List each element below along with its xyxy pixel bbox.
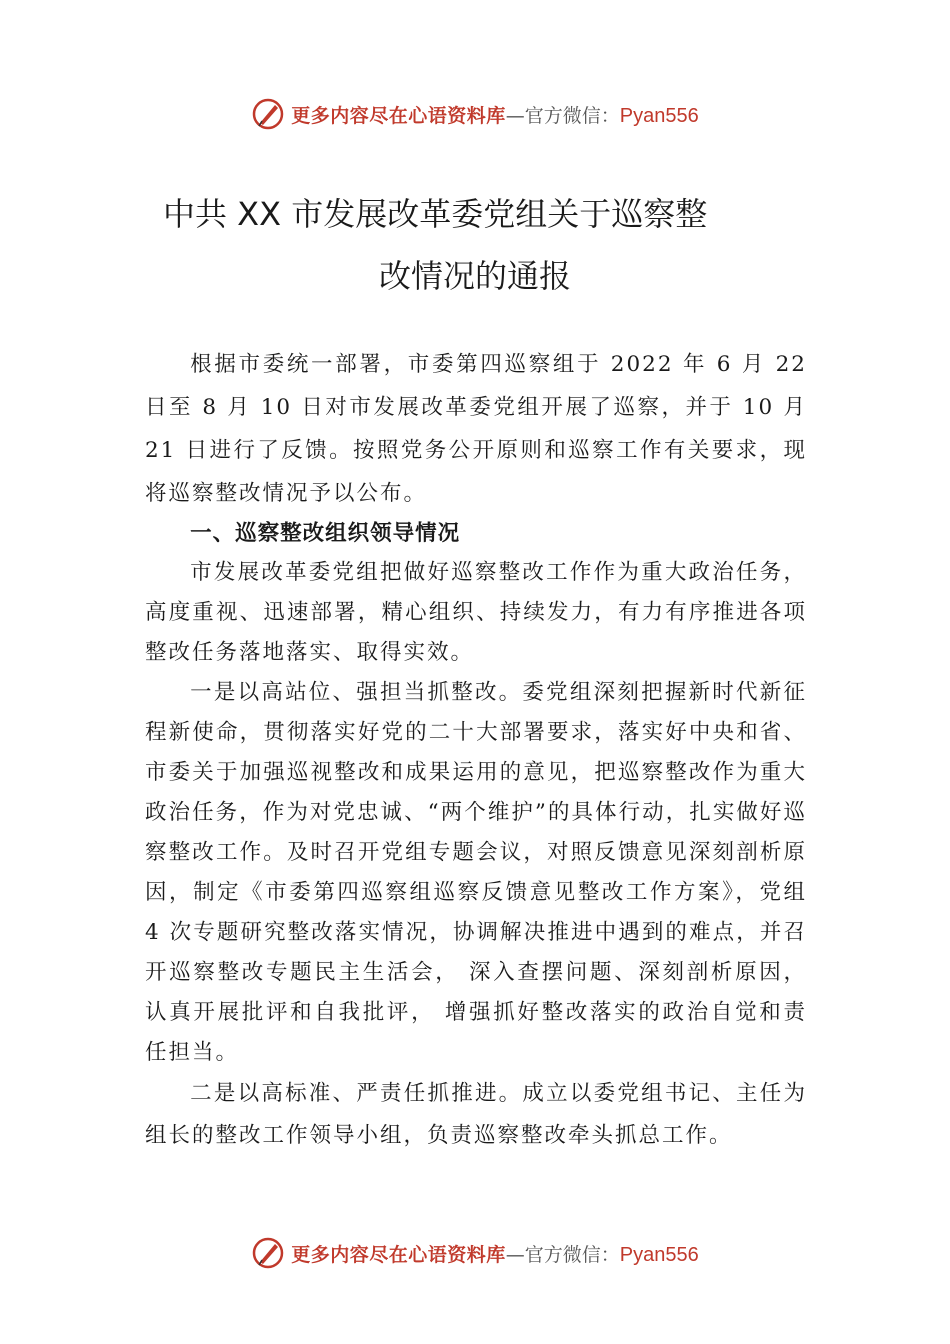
section-1-paragraph-2: 一是以高站位、强担当抓整改。委党组深刻把握新时代新征程新使命，贯彻落实好党的二十大部署要求，落实好中央和省、市委关于加强巡视整改和成果运用的意见，把巡察整改作为重大政治任务，作为对党忠诚、“两个维护”的具体行动，扎实做好巡察整改工作。及时召开党组专题会议，对照反馈意见深刻剖析原因，制定《市委第四巡察组巡察反馈意见整改工作方案》，党组 4 次专题研究整改落实情况，协调解决推进中遇到的难点，并召开巡察整改专题民主生活会， 深入查摆问题、深刻剖析原因，认真开展批评和自我批评， 增强抓好整改落实的政治自觉和责任担当。 — [145, 680, 807, 1065]
document-title — [145, 183, 805, 307]
footer-watermark — [0, 1233, 950, 1273]
watermark-wechat-id: Pyan556 — [619, 104, 699, 127]
section-1-paragraph-1: 市发展改革委党组把做好巡察整改工作作为重大政治任务，高度重视、迅速部署，精心组织、持续发力，有力有序推进各项整改任务落地落实、取得实效。 — [145, 560, 807, 665]
watermark-dash: — — [505, 1243, 525, 1266]
watermark-text — [291, 101, 699, 128]
watermark-official-label: 官方微信： — [524, 1243, 620, 1266]
document-body — [145, 343, 807, 1157]
intro-paragraph: 根据市委统一部署，市委第四巡察组于 2022 年 6 月 22 日至 8 月 10 日对市发展改革委党组开展了巡察，并于 10 月 21 日进行了反馈。按照党务公开原则和巡察工作有关要求，现将巡察整改情况予以公布。 — [145, 352, 807, 506]
title-line-1: 中共 XX 市发展改革委党组关于巡察整 — [163, 195, 708, 233]
watermark-text — [291, 1240, 699, 1267]
header-watermark — [0, 94, 950, 134]
title-line-2: 改情况的通报 — [378, 257, 571, 295]
watermark-wechat-id: Pyan556 — [619, 1243, 699, 1266]
section-1-heading: 一、巡察整改组织领导情况 — [190, 521, 461, 546]
quill-pen-seal-icon — [251, 97, 285, 131]
watermark-official-label: 官方微信： — [524, 104, 620, 127]
watermark-dash: — — [505, 104, 525, 127]
section-1-paragraph-3: 二是以高标准、严责任抓推进。成立以委党组书记、主任为组长的整改工作领导小组，负责巡察整改牵头抓总工作。 — [145, 1081, 807, 1148]
watermark-library-name: 更多内容尽在心语资料库 — [291, 104, 506, 127]
quill-pen-seal-icon — [251, 1236, 285, 1270]
watermark-library-name: 更多内容尽在心语资料库 — [291, 1243, 506, 1266]
